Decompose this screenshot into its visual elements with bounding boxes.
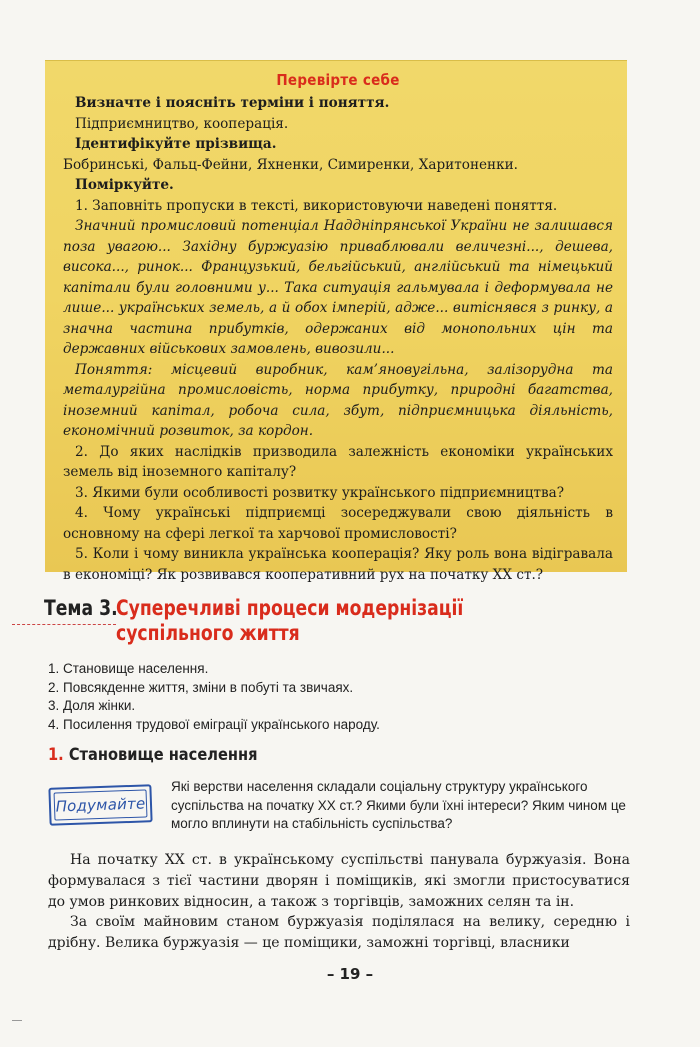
topic-label: Тема 3. [44,596,118,620]
terms-text: Підприємництво, кооперація. [75,115,289,132]
body-paragraph: На початку XX ст. в українському суспільстві панувала буржуазія. Вона формувалася з тієї частини дворян і поміщиків, які змогли пристосуватися до умов ринкових відносин, а також з торгівців, заможних селян та ін. [48,852,630,910]
stamp-inner-border [54,789,148,820]
question-2: 2. До яких наслідків призводила залежність економіки українських земель від іноземного капіталу? [63,443,613,480]
page-number: – 19 – [326,965,374,983]
question-1-concepts: Поняття: місцевий виробник, кам’яновугільна, залізорудна та металургійна промисловість, норма прибутку, природні багатства, іноземний капітал, робоча сила, збут, підприємницька діяльність, економічний розвиток, за кордон. [63,361,613,439]
surnames-text: Бобринські, Фальц-Фейни, Яхненки, Симиренки, Харитоненки. [63,156,518,173]
plan-item: 4. Посилення трудової еміграції українського народу. [48,716,380,732]
topic-plan [48,660,648,734]
section-heading [48,745,257,765]
question-4: 4. Чому українські підприємці зосереджували свою діяльність в основному на сфері легкої та харчової промисловості? [63,505,613,542]
body-paragraph: За своїм майновим станом буржуазія поділялася на велику, середню і дрібну. Велика буржуазія — це поміщики, заможні торгівці, власники [48,914,630,952]
stamp-label: Подумайте [55,794,146,816]
think-stamp-icon [48,784,152,826]
topic-title-line-2: суспільного життя [116,621,300,645]
section-title: Становище населення [68,745,258,765]
section-body [48,850,630,954]
question-1-passage: Значний промисловий потенціал Наддніпрянської України не залишався поза увагою... Західну буржуазію приваблювали величезні..., дешева, висока..., ринок... Французький, бельгійський, англійський та німецький капітали були головними у... Така ситуація гальмувала і деформувала не лише... українських земель, а й обох імперій, адже... витіснявся з ринку, а значна частина прибутків, одержаних від монопольних цін та державних військових замовлень, вивозили... [63,218,613,357]
plan-item: 2. Повсякденне життя, зміни в побуті та звичаях. [48,679,354,695]
topic-heading [44,596,644,645]
question-3: 3. Якими були особливості розвитку українського підприємництва? [75,484,565,501]
check-box-title: Перевірте себе [276,71,400,89]
surnames-heading: Ідентифікуйте прізвища. [75,136,277,152]
plan-item: 1. Становище населення. [48,661,209,676]
corner-mark [12,1020,22,1021]
terms-heading: Визначте і поясніть терміни і поняття. [75,95,390,111]
topic-title-line-1: Суперечливі процеси модернізації [116,596,464,620]
think-question: Які верстви населення складали соціальну структуру українського суспільства на початку XX ст.? Якими були їхні інтереси? Яким чином це могло вплинути на стабільність суспільства? [171,779,626,831]
plan-item: 3. Доля жінки. [48,698,136,713]
topic-decorative-rule [12,624,116,625]
question-5: 5. Коли і чому виникла українська кооперація? Яку роль вона відігравала в економіці? Як розвивався кооперативний рух на початку XX ст.? [63,546,613,583]
question-1: 1. Заповніть пропуски в тексті, використовуючи наведені поняття. [75,197,558,214]
section-number: 1. [48,745,64,765]
check-yourself-box [45,60,627,583]
think-heading: Поміркуйте. [75,177,174,193]
